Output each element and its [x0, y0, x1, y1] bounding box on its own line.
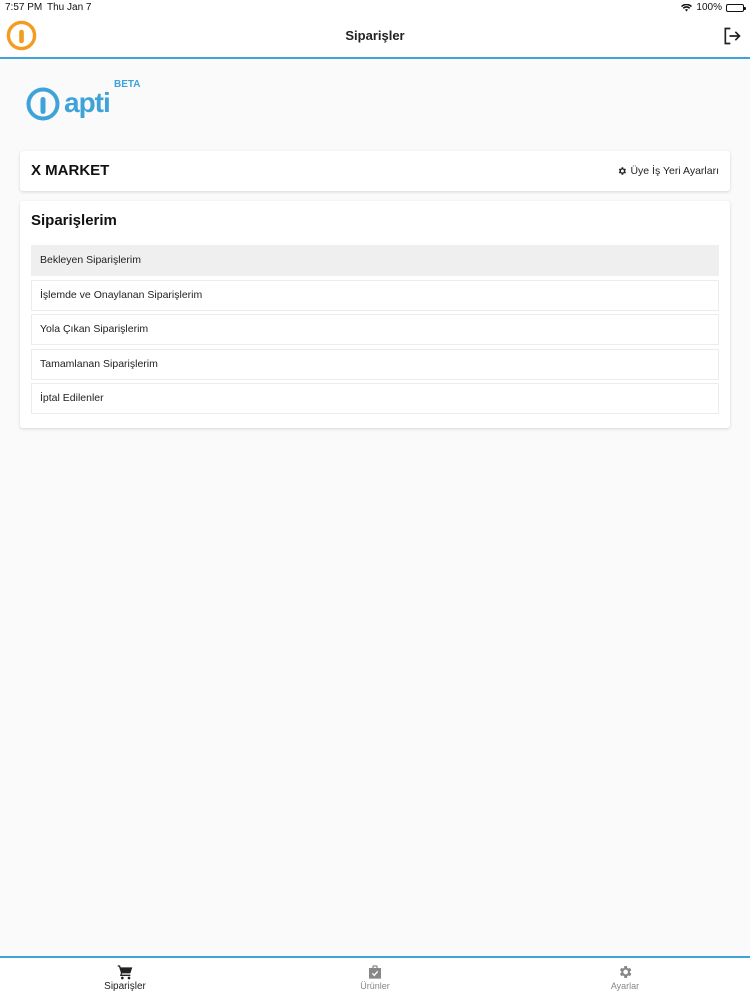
- list-item-label: Bekleyen Siparişlerim: [40, 254, 141, 266]
- status-right: [681, 2, 744, 13]
- navigation-header: [0, 14, 750, 59]
- orders-item-cancelled[interactable]: [31, 383, 719, 414]
- gear-icon: [617, 964, 633, 980]
- tab-settings-label: Ayarlar: [610, 981, 640, 991]
- tab-products[interactable]: [315, 964, 435, 991]
- tab-orders-label: Siparişler: [104, 981, 146, 992]
- orders-item-shipped[interactable]: [31, 314, 719, 345]
- battery-percent: 100%: [696, 2, 722, 13]
- list-item-label: Yola Çıkan Siparişlerim: [40, 323, 149, 335]
- battery-icon: [726, 4, 744, 12]
- beta-badge: BETA: [114, 79, 141, 90]
- brand-name: apti: [64, 87, 110, 118]
- store-settings-link[interactable]: [617, 165, 719, 177]
- status-date: Thu Jan 7: [47, 2, 92, 13]
- gear-icon: [617, 166, 627, 176]
- page-title: Siparişler: [345, 28, 405, 43]
- status-time: 7:57 PM: [5, 2, 43, 13]
- orders-list: [31, 245, 719, 418]
- list-item-label: İşlemde ve Onaylanan Siparişlerim: [40, 288, 203, 301]
- products-icon: [367, 964, 383, 980]
- list-item-label: İptal Edilenler: [40, 392, 104, 404]
- status-bar: [0, 0, 750, 14]
- store-settings-label: Üye İş Yeri Ayarları: [630, 165, 719, 177]
- tab-orders[interactable]: [65, 964, 185, 992]
- brand-logo: [26, 79, 146, 124]
- orders-item-in-progress[interactable]: [31, 280, 719, 311]
- logout-icon[interactable]: [722, 26, 742, 46]
- cart-icon: [117, 964, 133, 980]
- apti-brand-icon: [26, 87, 62, 123]
- orders-heading: Siparişlerim: [31, 212, 117, 229]
- tab-bar: [0, 956, 750, 1000]
- orders-card: [20, 201, 730, 428]
- tab-products-label: Ürünler: [360, 981, 390, 991]
- market-name: X MARKET: [31, 162, 110, 179]
- list-item-label: Tamamlanan Siparişlerim: [40, 357, 158, 370]
- main-content: [0, 61, 750, 956]
- orders-item-completed[interactable]: [31, 349, 719, 380]
- tab-settings[interactable]: [565, 964, 685, 991]
- orders-item-pending[interactable]: [31, 245, 719, 276]
- market-card: [20, 151, 730, 191]
- wifi-icon: [681, 4, 692, 12]
